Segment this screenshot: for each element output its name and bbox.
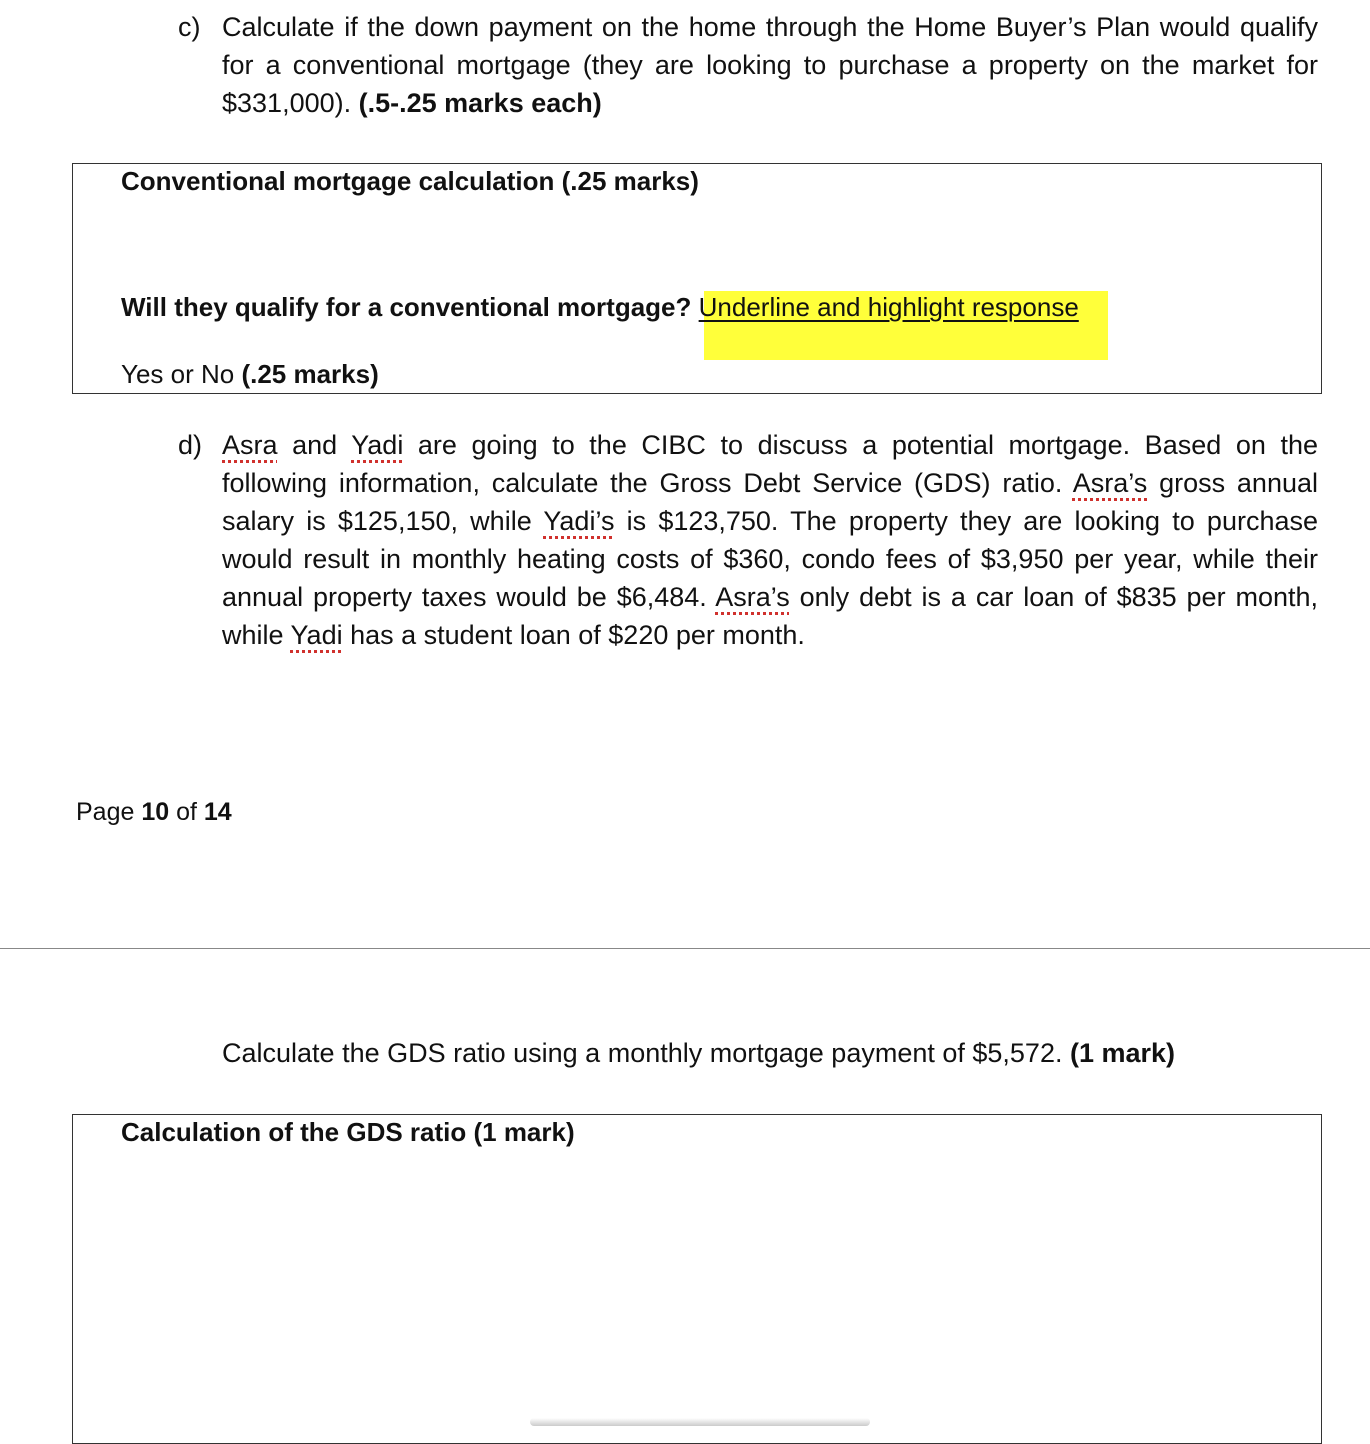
question-d-line-2-a: following information, calculate the Gross Debt Service (GDS) ratio. xyxy=(222,468,1073,498)
question-d-line-3-a: salary is $125,150, while xyxy=(222,506,544,536)
spell-asras-1: Asra’s xyxy=(1072,468,1148,498)
page-break-divider xyxy=(0,948,1370,949)
question-c-label: c) xyxy=(178,12,201,42)
yes-no-answer[interactable] xyxy=(121,357,379,391)
page-number xyxy=(76,796,232,828)
gds-heading: Calculation of the GDS ratio (1 mark) xyxy=(121,1117,575,1147)
question-d-line-1-b: are going to the CIBC to discuss a potential mortgage. Based on the xyxy=(403,430,1318,460)
qualify-question-text: Will they qualify for a conventional mortgage? xyxy=(121,292,699,322)
question-d-line-3-b: is $123,750. The property they are looking to purchase xyxy=(614,506,1318,536)
page-of: of xyxy=(169,798,204,826)
spell-asra-1: Asra xyxy=(222,430,278,460)
question-d-text xyxy=(222,426,1318,654)
question-d-line-1 xyxy=(222,426,1318,464)
yes-no-marks: (.25 marks) xyxy=(241,359,379,389)
gds-prompt xyxy=(222,1035,1175,1071)
page-prefix: Page xyxy=(76,798,142,826)
gds-prompt-marks: (1 mark) xyxy=(1069,1038,1176,1068)
question-d-line-5-b: only debt is a car loan of $835 per month, xyxy=(789,582,1319,612)
spell-yadi-1: Yadi xyxy=(351,430,404,460)
highlight-instruction[interactable]: Underline and highlight response xyxy=(698,292,1079,322)
spell-yadis-1: Yadi’s xyxy=(543,506,615,536)
conventional-mortgage-heading: Conventional mortgage calculation (.25 marks) xyxy=(121,166,699,196)
question-c-line-3 xyxy=(222,84,1318,122)
question-c-line-3-text: $331,000). xyxy=(222,88,359,118)
spell-asras-2: Asra’s xyxy=(715,582,790,612)
qualify-question xyxy=(121,290,1079,324)
spell-yadi-2: Yadi xyxy=(290,620,343,650)
page-total: 14 xyxy=(203,798,232,826)
question-c-marks: (.5-.25 marks each) xyxy=(358,88,602,118)
scroll-indicator xyxy=(530,1418,870,1426)
gds-answer-box[interactable] xyxy=(72,1114,1322,1444)
question-d-line-1-a: and xyxy=(277,430,352,460)
question-d-line-4: would result in monthly heating costs of $360, condo fees of $3,950 per year, while their xyxy=(222,544,1318,574)
question-d-line-6 xyxy=(222,616,1318,654)
question-d-line-6-a: while xyxy=(222,620,291,650)
question-c-line-2: for a conventional mortgage (they are looking to purchase a property on the market for xyxy=(222,50,1318,80)
question-c-text xyxy=(222,8,1318,122)
question-d-line-2-b: gross annual xyxy=(1147,468,1318,498)
question-d-line-6-b: has a student loan of $220 per month. xyxy=(342,620,805,650)
page-current: 10 xyxy=(141,798,170,826)
question-c-line-1: Calculate if the down payment on the home through the Home Buyer’s Plan would qualify xyxy=(222,12,1318,42)
question-d-label: d) xyxy=(178,430,203,460)
question-d-line-3 xyxy=(222,502,1318,540)
question-d-line-2 xyxy=(222,464,1318,502)
question-d-line-5 xyxy=(222,578,1318,616)
yes-no-text: Yes or No xyxy=(121,359,242,389)
gds-prompt-text: Calculate the GDS ratio using a monthly mortgage payment of $5,572. xyxy=(222,1038,1070,1068)
question-d-line-5-a: annual property taxes would be $6,484. xyxy=(222,582,716,612)
